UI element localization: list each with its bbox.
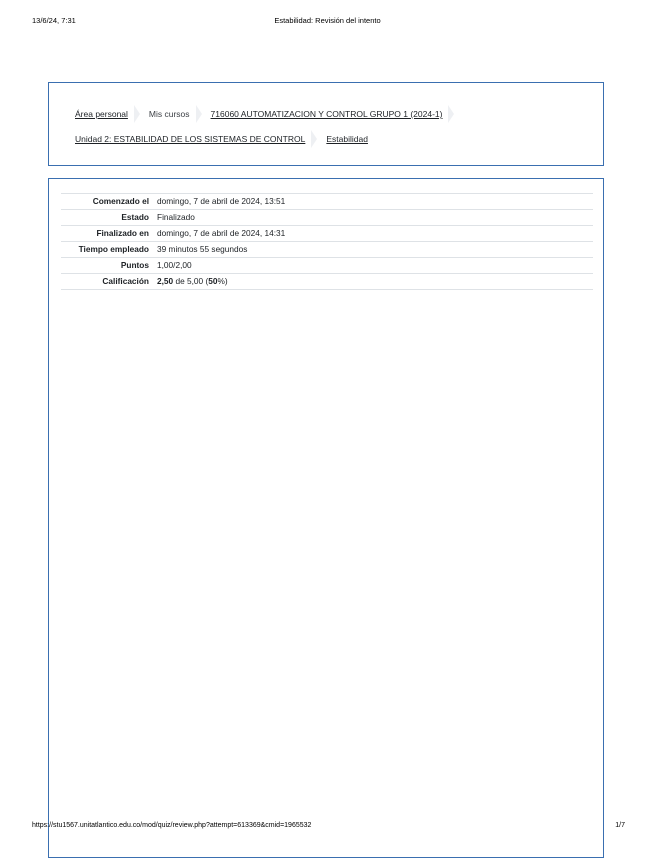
table-row bbox=[61, 274, 593, 290]
row-value-state: Finalizado bbox=[157, 212, 195, 222]
print-page-number: 1/7 bbox=[615, 822, 625, 829]
row-label-state: Estado bbox=[121, 212, 149, 222]
breadcrumb-row bbox=[75, 105, 463, 123]
row-value-marks: 1,00/2,00 bbox=[157, 260, 192, 270]
row-value-grade bbox=[155, 274, 593, 290]
breadcrumb-separator-icon bbox=[196, 105, 202, 123]
breadcrumb-course[interactable]: 716060 AUTOMATIZACION Y CONTROL GRUPO 1 (2024-1) bbox=[210, 109, 443, 119]
breadcrumb-separator-icon bbox=[134, 105, 140, 123]
breadcrumb-home[interactable]: Área personal bbox=[75, 109, 128, 119]
grade-out-of: de 5,00 ( bbox=[173, 276, 209, 286]
breadcrumb-separator-icon bbox=[448, 105, 454, 123]
print-footer bbox=[32, 822, 625, 834]
row-value-time-taken: 39 minutos 55 segundos bbox=[157, 244, 248, 254]
breadcrumb bbox=[48, 82, 604, 166]
print-page-title: Estabilidad: Revisión del intento bbox=[274, 16, 381, 25]
row-value-started: domingo, 7 de abril de 2024, 13:51 bbox=[157, 196, 286, 206]
grade-percent: 50 bbox=[208, 276, 218, 286]
grade-score: 2,50 bbox=[157, 276, 174, 286]
print-url: https://stu1567.unitatlantico.edu.co/mod/quiz/review.php?attempt=613369&cmid=1965532 bbox=[32, 822, 312, 829]
table-row bbox=[61, 226, 593, 242]
print-date: 13/6/24, 7:31 bbox=[32, 16, 76, 25]
breadcrumb-unit[interactable]: Unidad 2: ESTABILIDAD DE LOS SISTEMAS DE CONTROL bbox=[75, 134, 306, 144]
row-label-time-taken: Tiempo empleado bbox=[78, 244, 149, 254]
attempt-summary-panel bbox=[48, 178, 604, 858]
table-row bbox=[61, 194, 593, 210]
breadcrumb-row bbox=[75, 130, 368, 148]
row-label-finished: Finalizado en bbox=[96, 228, 149, 238]
table-row bbox=[61, 242, 593, 258]
row-value-finished: domingo, 7 de abril de 2024, 14:31 bbox=[157, 228, 286, 238]
table-row bbox=[61, 258, 593, 274]
breadcrumb-separator-icon bbox=[311, 130, 317, 148]
grade-percent-suffix: %) bbox=[217, 276, 228, 286]
print-header bbox=[32, 16, 623, 28]
table-row bbox=[61, 210, 593, 226]
row-label-marks: Puntos bbox=[120, 260, 149, 270]
breadcrumb-my-courses: Mis cursos bbox=[148, 109, 190, 119]
attempt-summary-table bbox=[61, 193, 593, 290]
row-label-grade: Calificación bbox=[102, 276, 149, 286]
breadcrumb-quiz[interactable]: Estabilidad bbox=[326, 134, 368, 144]
row-label-started: Comenzado el bbox=[92, 196, 149, 206]
